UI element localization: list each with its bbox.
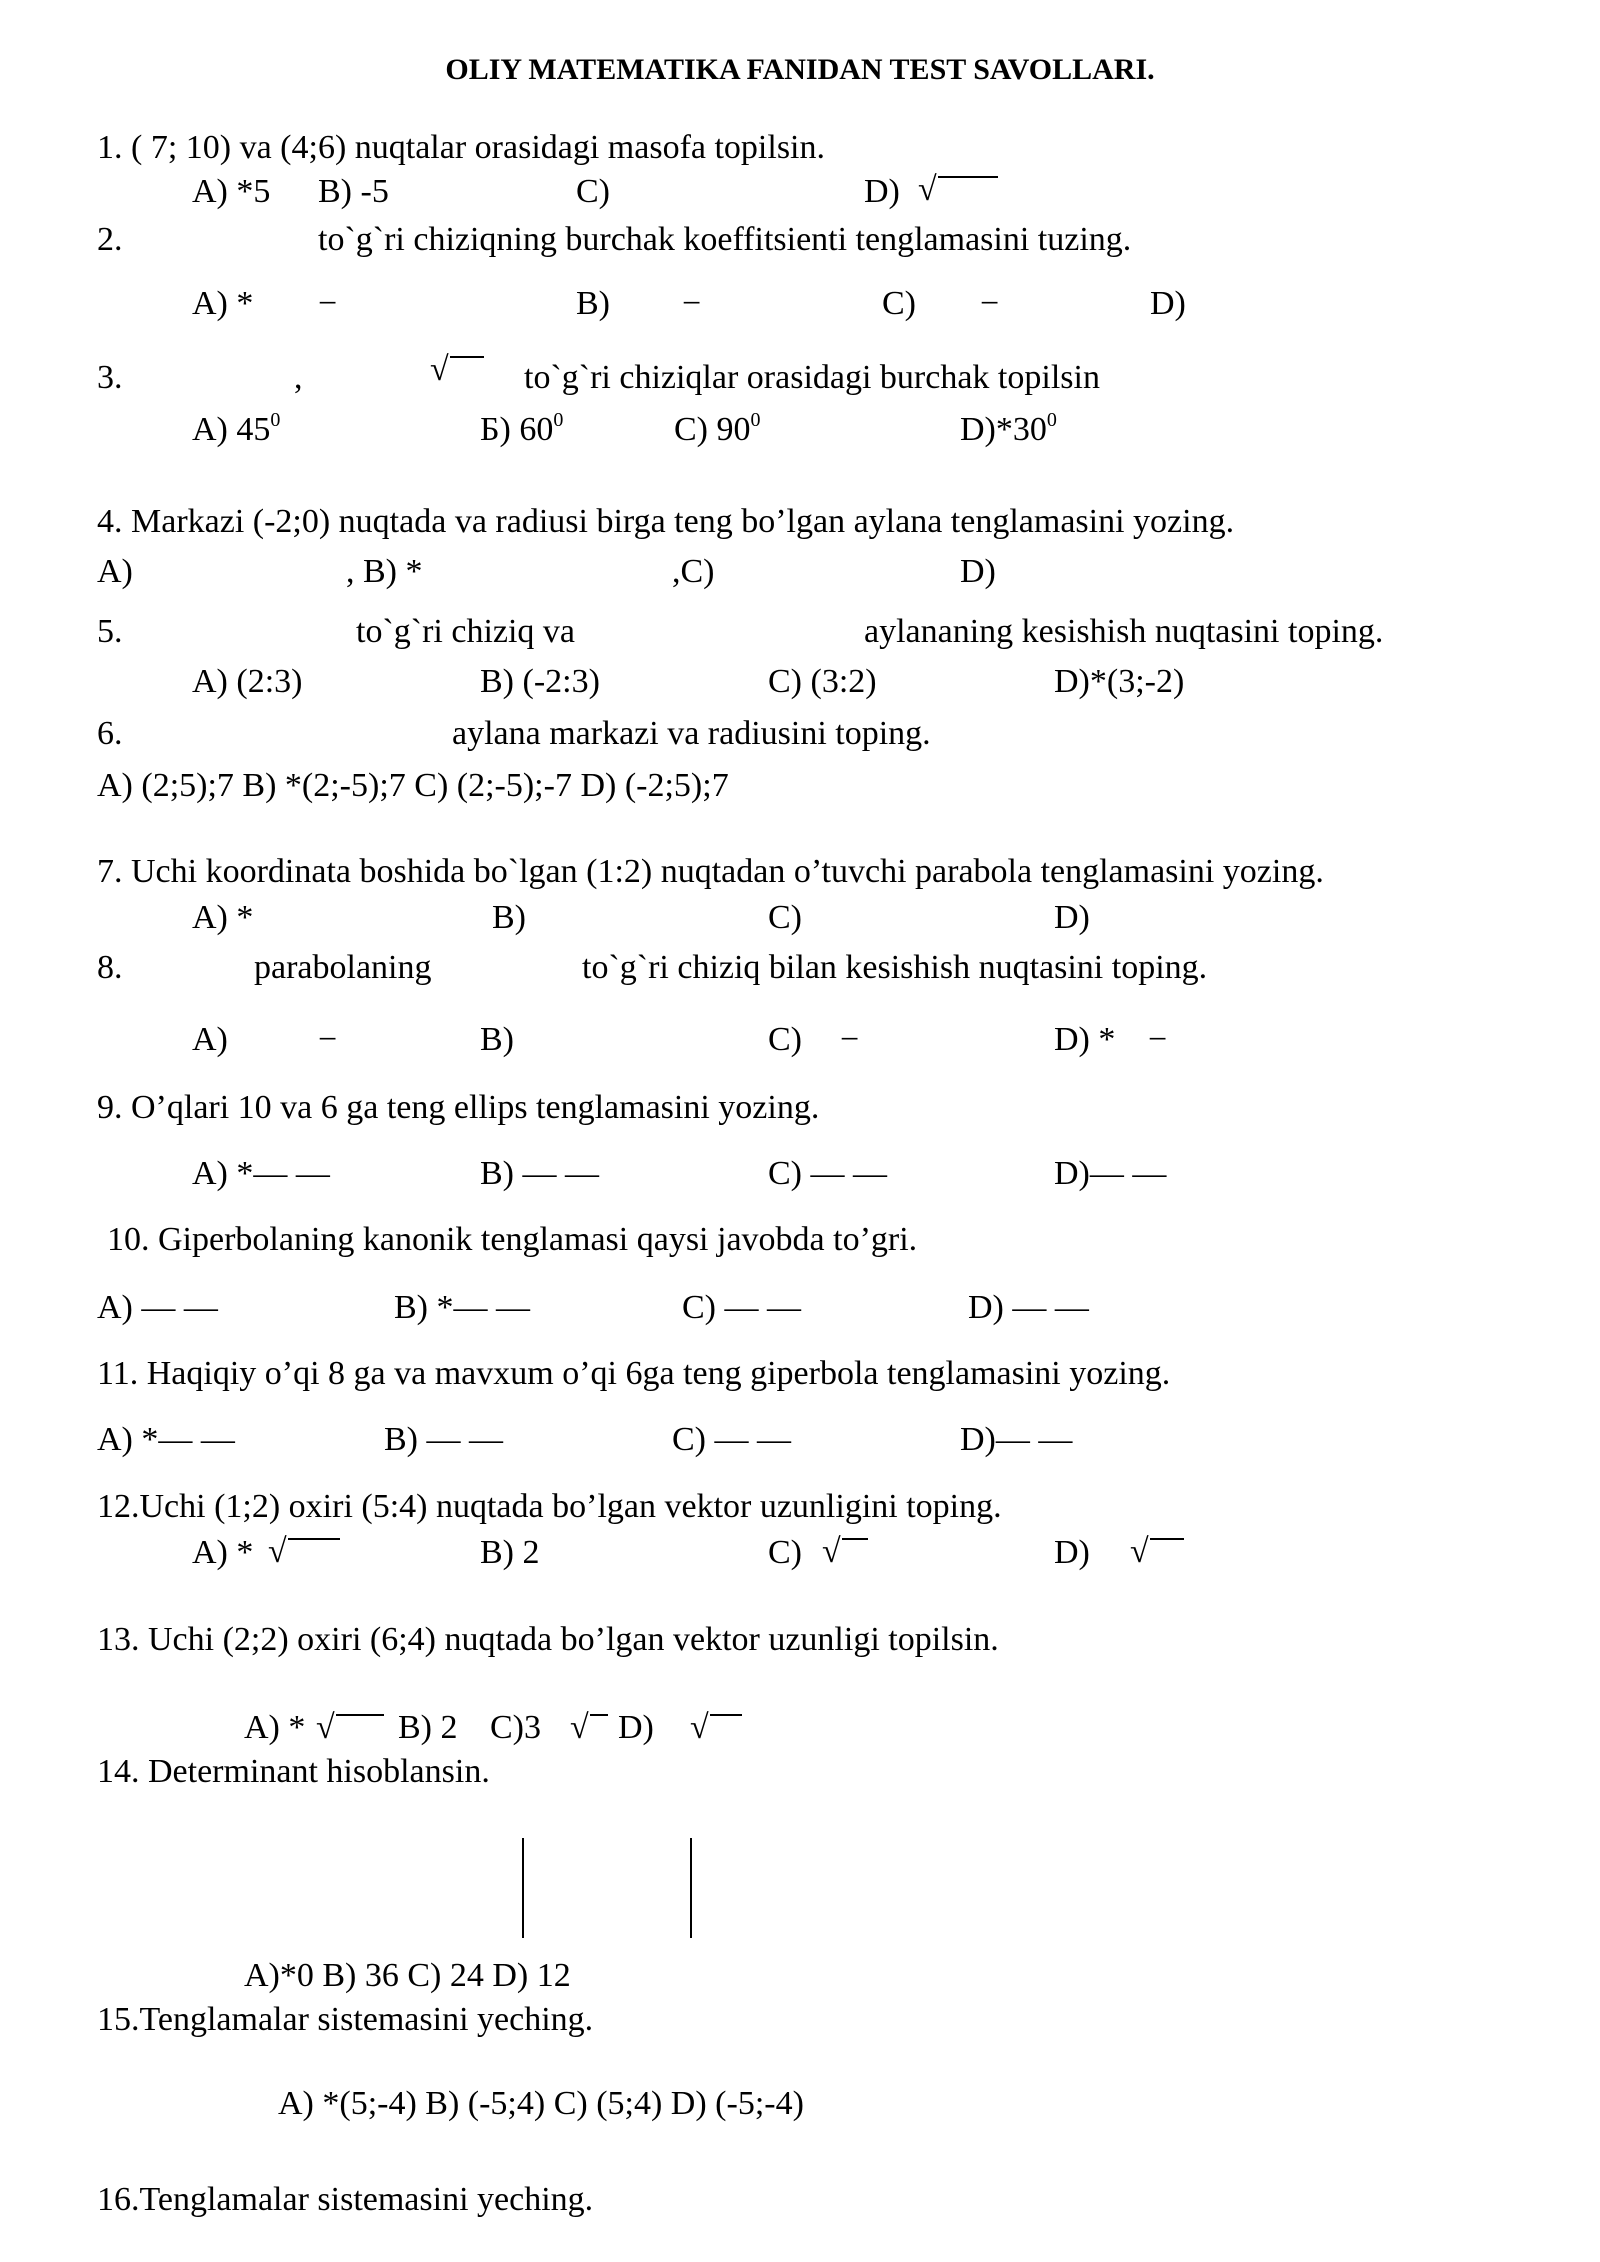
text-line — [1054, 1020, 1115, 1060]
text-line — [192, 662, 302, 702]
degree-superscript: 0 — [270, 409, 281, 431]
line-text: A)*0 B) 36 C) 24 D) 12 — [244, 1957, 571, 1994]
line-text: − — [980, 285, 1000, 322]
text-line — [318, 1020, 337, 1060]
line-text: D) — [1054, 1534, 1090, 1571]
line-text: B) (-2:3) — [480, 663, 600, 700]
text-line — [97, 220, 123, 260]
line-text: A) * — [192, 285, 254, 322]
text-line — [97, 1288, 218, 1328]
line-text: D) — [960, 553, 996, 590]
text-line — [960, 552, 996, 592]
text-line — [480, 1154, 599, 1194]
line-text: D) — [1054, 899, 1090, 936]
line-text: C)3 — [490, 1709, 541, 1746]
text-line — [768, 1020, 802, 1060]
line-text: 13. Uchi (2;2) oxiri (6;4) nuqtada bo’lgan vektor uzunligi topilsin. — [97, 1621, 999, 1658]
text-line — [882, 284, 916, 324]
line-text: A) * — [192, 1534, 254, 1571]
text-line — [672, 1420, 791, 1460]
line-text: C) — — — [768, 1155, 887, 1192]
line-text: 15.Tenglamalar sistemasini yeching. — [97, 2001, 594, 2038]
line-text: D) — [1150, 285, 1186, 322]
line-text: A) 45 — [192, 411, 271, 448]
text-line — [97, 1487, 1002, 1527]
line-text: B) — [492, 899, 526, 936]
line-text: D) * — [1054, 1021, 1116, 1058]
sqrt-overbar — [710, 1714, 742, 1716]
text-line — [192, 172, 270, 212]
sqrt-overbar — [288, 1538, 340, 1540]
line-text: C) — — — [682, 1289, 801, 1326]
text-line — [768, 1533, 802, 1573]
line-text: A) — [97, 553, 133, 590]
text-line — [318, 284, 337, 324]
text-line — [97, 128, 825, 168]
text-line — [480, 1020, 514, 1060]
line-text: 10. Giperbolaning kanonik tenglamasi qaysi javobda to’gri. — [107, 1221, 918, 1258]
text-line — [960, 1420, 1072, 1460]
line-text: 7. Uchi koordinata boshida bo`lgan (1:2) nuqtadan o’tuvchi parabola tenglamasini yozing. — [97, 853, 1324, 890]
text-line — [1054, 1533, 1090, 1573]
text-line — [192, 1020, 228, 1060]
line-text: A) — [192, 1021, 228, 1058]
text-line — [97, 852, 1324, 892]
line-text: C) — [768, 899, 802, 936]
sqrt-symbol: √ — [1130, 1533, 1149, 1570]
text-line — [1054, 662, 1184, 702]
line-text: aylananing kesishish nuqtasini toping. — [864, 613, 1384, 650]
sqrt-symbol: √ — [316, 1709, 335, 1746]
text-line — [192, 410, 280, 450]
sqrt-symbol: √ — [822, 1533, 841, 1570]
text-line — [672, 552, 715, 592]
text-line — [524, 358, 1100, 398]
line-text: to`g`ri chiziqning burchak koeffitsienti tenglamasini tuzing. — [318, 221, 1132, 258]
text-line — [394, 1288, 530, 1328]
line-text: A) *5 — [192, 173, 271, 210]
text-line — [97, 1620, 999, 1660]
text-line — [768, 898, 802, 938]
text-line — [192, 284, 253, 324]
text-line — [398, 1708, 458, 1748]
line-text: − — [840, 1021, 860, 1058]
text-line — [192, 1154, 330, 1194]
line-text: , — [294, 359, 303, 396]
line-text: 8. — [97, 949, 123, 986]
line-text: C) — [576, 173, 610, 210]
line-text: − — [1148, 1021, 1168, 1058]
line-text: A) *(5;-4) B) (-5;4) C) (5;4) D) (-5;-4) — [278, 2085, 804, 2122]
text-line — [244, 1956, 571, 1996]
line-text: − — [318, 1021, 338, 1058]
line-text: C) — [768, 1021, 802, 1058]
line-text: B) — — — [480, 1155, 599, 1192]
text-line — [480, 662, 600, 702]
line-text: 4. Markazi (-2;0) nuqtada va radiusi birga teng bo’lgan aylana tenglamasini yozing. — [97, 503, 1235, 540]
line-text: − — [318, 285, 338, 322]
text-line — [97, 2000, 593, 2040]
line-text: 5. — [97, 613, 123, 650]
text-line — [97, 1752, 490, 1792]
text-line — [1054, 1154, 1166, 1194]
text-line — [1148, 1020, 1167, 1060]
text-line — [582, 948, 1207, 988]
determinant-bar — [522, 1838, 524, 1938]
text-line — [968, 1288, 1089, 1328]
text-line — [346, 552, 423, 592]
line-text: A) — — — [97, 1289, 218, 1326]
line-text: B) 2 — [398, 1709, 458, 1746]
text-line — [864, 172, 900, 212]
text-line — [490, 1708, 541, 1748]
text-line — [294, 358, 303, 398]
line-text: D) — [618, 1709, 654, 1746]
line-text: to`g`ri chiziqlar orasidagi burchak topilsin — [524, 359, 1100, 396]
line-text: D)*(3;-2) — [1054, 663, 1185, 700]
sqrt-symbol: √ — [918, 171, 937, 208]
line-text: 6. — [97, 715, 123, 752]
line-text: 1. ( 7; 10) va (4;6) nuqtalar orasidagi masofa topilsin. — [97, 129, 825, 166]
text-line — [192, 1533, 253, 1573]
text-line — [840, 1020, 859, 1060]
text-line — [682, 284, 701, 324]
text-line — [97, 714, 123, 754]
text-line — [1054, 898, 1090, 938]
degree-superscript: 0 — [1046, 409, 1057, 431]
text-line — [97, 358, 123, 398]
line-text: 12.Uchi (1;2) oxiri (5:4) nuqtada bo’lgan vektor uzunligini toping. — [97, 1488, 1002, 1525]
text-line — [768, 1154, 887, 1194]
text-line — [107, 1220, 917, 1260]
text-line — [97, 948, 123, 988]
line-text: parabolaning — [254, 949, 432, 986]
text-line — [254, 948, 432, 988]
degree-superscript: 0 — [553, 409, 564, 431]
text-line — [97, 552, 133, 592]
sqrt-symbol: √ — [690, 1709, 709, 1746]
text-line — [97, 1354, 1170, 1394]
text-line — [97, 1088, 819, 1128]
text-line — [492, 898, 526, 938]
line-text: A) *— — — [192, 1155, 330, 1192]
text-line — [97, 612, 123, 652]
line-text: C) — [768, 1534, 802, 1571]
line-text: , B) * — [346, 553, 423, 590]
line-text: A) * — [192, 899, 254, 936]
text-line — [576, 172, 610, 212]
line-text: 2. — [97, 221, 123, 258]
line-text: ,C) — [672, 553, 715, 590]
text-line — [318, 220, 1131, 260]
line-text: B) — — — [384, 1421, 503, 1458]
text-line — [192, 898, 253, 938]
line-text: to`g`ri chiziq bilan kesishish nuqtasini toping. — [582, 949, 1208, 986]
sqrt-overbar — [1150, 1538, 1184, 1540]
sqrt-overbar — [842, 1538, 868, 1540]
text-line — [356, 612, 575, 652]
line-text: A) (2;5);7 B) *(2;-5);7 C) (2;-5);-7 D) (-2;5);7 — [97, 767, 729, 804]
text-line — [278, 2084, 804, 2124]
line-text: 3. — [97, 359, 123, 396]
line-text: C) — [882, 285, 916, 322]
text-line — [318, 172, 389, 212]
determinant-bar — [690, 1838, 692, 1938]
sqrt-overbar — [336, 1714, 384, 1716]
text-line — [864, 612, 1383, 652]
line-text: C) — — — [672, 1421, 791, 1458]
line-text: A) * — [244, 1709, 306, 1746]
text-line — [97, 766, 729, 806]
line-text: B) *— — — [394, 1289, 530, 1326]
text-line — [384, 1420, 503, 1460]
line-text: to`g`ri chiziq va — [356, 613, 576, 650]
line-text: B) 2 — [480, 1534, 540, 1571]
text-line — [768, 662, 877, 702]
line-text: C) (3:2) — [768, 663, 877, 700]
text-line — [576, 284, 610, 324]
sqrt-overbar — [938, 176, 998, 178]
sqrt-overbar — [590, 1714, 608, 1716]
line-text: B) -5 — [318, 173, 389, 210]
line-text: 14. Determinant hisoblansin. — [97, 1753, 490, 1790]
sqrt-symbol: √ — [570, 1709, 589, 1746]
degree-superscript: 0 — [750, 409, 761, 431]
text-line — [960, 410, 1057, 450]
line-text: D) — [864, 173, 900, 210]
text-line — [97, 1420, 235, 1460]
sqrt-symbol: √ — [268, 1533, 287, 1570]
text-line — [480, 1533, 540, 1573]
line-text: A) (2:3) — [192, 663, 303, 700]
line-text: B) — [480, 1021, 514, 1058]
document-title: OLIY MATEMATIKA FANIDAN TEST SAVOLLARI. — [445, 53, 1155, 86]
text-line — [674, 410, 761, 450]
line-text: 11. Haqiqiy o’qi 8 ga va mavxum o’qi 6ga teng giperbola tenglamasini yozing. — [97, 1355, 1171, 1392]
line-text: aylana markazi va radiusini toping. — [452, 715, 931, 752]
line-text: D)— — — [960, 1421, 1073, 1458]
text-line — [980, 284, 999, 324]
line-text: D)— — — [1054, 1155, 1167, 1192]
sqrt-symbol: √ — [430, 351, 449, 388]
text-line — [97, 2180, 593, 2220]
text-line — [682, 1288, 801, 1328]
text-line — [1150, 284, 1186, 324]
text-line — [97, 502, 1234, 542]
text-line — [244, 1708, 305, 1748]
line-text: Б) 60 — [480, 411, 554, 448]
line-text: A) *— — — [97, 1421, 235, 1458]
line-text: D)*30 — [960, 411, 1047, 448]
sqrt-overbar — [450, 356, 484, 358]
line-text: B) — [576, 285, 610, 322]
line-text: 16.Tenglamalar sistemasini yeching. — [97, 2181, 594, 2218]
line-text: C) 90 — [674, 411, 751, 448]
text-line — [618, 1708, 654, 1748]
line-text: − — [682, 285, 702, 322]
text-line — [452, 714, 931, 754]
line-text: 9. O’qlari 10 va 6 ga teng ellips tenglamasini yozing. — [97, 1089, 820, 1126]
text-line — [480, 410, 563, 450]
line-text: D) — — — [968, 1289, 1089, 1326]
